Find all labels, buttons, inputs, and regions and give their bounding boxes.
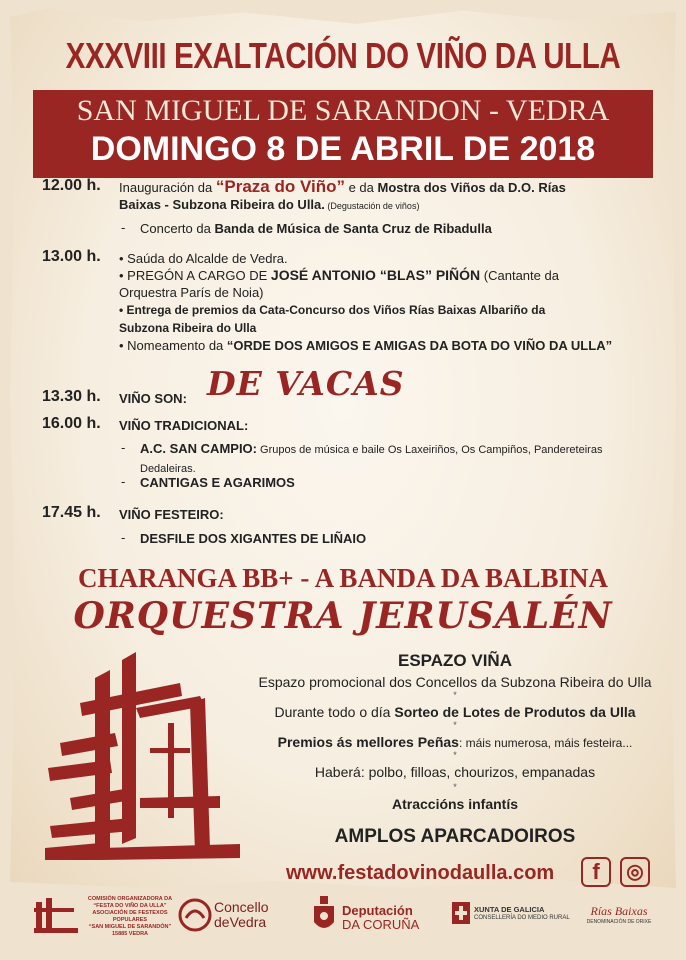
san-campio: A.C. SAN CAMPIO: [140, 441, 257, 456]
text: Durante todo o día [274, 704, 395, 720]
cata-line: • Entrega de premios da Cata-Concurso dos Viños Rías Baixas Albariño da [119, 303, 546, 317]
premios-desc: : máis numerosa, máis festeira... [458, 736, 633, 750]
espazo-line-5: Atraccións infantís [391, 796, 519, 812]
xunta-line: CONSELLERÍA DO MEDIO RURAL [474, 915, 570, 921]
dash: - [121, 530, 126, 545]
sorteo: Sorteo de Lotes de Produtos da Ulla [394, 704, 636, 720]
espazo-line-2 [243, 704, 667, 720]
band-de-vacas: DE VACAS [207, 364, 405, 403]
footer-logos [0, 890, 686, 960]
text: Concerto da [140, 221, 215, 236]
instagram-icon[interactable]: ◎ [620, 857, 650, 887]
desfile-line: DESFILE DOS XIGANTES DE LIÑAIO [140, 531, 367, 546]
banda-musica: Banda de Música de Santa Cruz de Ribadulla [214, 221, 492, 236]
rias-baixas-logo [574, 904, 664, 925]
time-1330: 13.30 h. [42, 388, 101, 405]
concello-logo-icon [178, 898, 212, 932]
xunta-line: XUNTA DE GALICIA [474, 905, 545, 914]
premios: Premios ás mellores Peñas [277, 734, 459, 750]
san-campio-desc-2: Dedaleiras. [140, 463, 196, 475]
banner-date: DOMINGO 8 DE ABRIL DE 2018 [90, 130, 596, 168]
date-banner [33, 90, 653, 178]
dash: - [121, 220, 126, 235]
xunta-text [474, 905, 570, 923]
xunta-logo-icon [452, 902, 470, 924]
separator-star: * [453, 720, 457, 730]
espazo-line-1: Espazo promocional dos Concellos da Subzona Ribeira do Ulla [258, 674, 652, 690]
concello-text [214, 900, 268, 930]
wine-press-illustration [40, 648, 250, 863]
praza-do-vino: “Praza do Viño” [215, 177, 345, 196]
concello-line: Concello [214, 899, 269, 915]
text: e da [344, 180, 378, 195]
deputacion-crest-icon [310, 894, 338, 936]
pregon-note: (Cantante da [480, 268, 559, 283]
pregon-name: JOSÉ ANTONIO “BLAS” PIÑÓN [270, 267, 481, 283]
rias-line: Rías Baixas [590, 904, 648, 918]
time-1745: 17.45 h. [42, 504, 101, 521]
organizer-text [80, 896, 180, 938]
dash: - [121, 474, 126, 489]
dep-line: DA CORUÑA [342, 917, 420, 932]
concerto-line [140, 220, 680, 237]
website-link[interactable]: www.festadovinodaulla.com [286, 862, 555, 884]
time-1600: 16.00 h. [42, 415, 101, 432]
rias-line: DENOMINACIÓN DE ORIXE [586, 919, 652, 925]
banner-location: SAN MIGUEL DE SARANDON - VEDRA [76, 94, 610, 127]
separator-star: * [453, 690, 457, 700]
concello-line: deVedra [214, 914, 267, 930]
espazo-line-3 [243, 734, 667, 750]
san-campio-line [140, 440, 650, 478]
org-line: ASOCIACIÓN DE FESTEXOS POPULARES [92, 910, 168, 923]
nomeamento-label: • Nomeamento da [119, 338, 227, 353]
charanga-line: CHARANGA BB+ - A BANDA DA BALBINA [78, 563, 608, 593]
time-1200: 12.00 h. [42, 177, 101, 194]
espazo-line-4: Haberá: polbo, filloas, chourizos, empanadas [314, 764, 596, 780]
pregon-label: • PREGÓN A CARGO DE [119, 268, 271, 283]
orde-name: “ORDE DOS AMIGOS E AMIGAS DA BOTA DO VIÑO DA ULLA” [226, 338, 613, 353]
schedule-1200-text [119, 178, 659, 215]
page-title: XXXVIII EXALTACIÓN DO VIÑO DA ULLA [65, 35, 621, 76]
vino-tradicional-label: VIÑO TRADICIONAL: [119, 418, 249, 433]
separator-star: * [453, 750, 457, 760]
cata-line-2: Subzona Ribeira do Ulla [119, 321, 257, 335]
dep-line: Deputación [342, 903, 413, 918]
org-line: 15885 VEDRA [111, 931, 149, 937]
text: Inauguración da [119, 180, 216, 195]
san-campio-desc: Grupos de música e baile Os Laxeiriños, Os Campiños, Pandereteiras [257, 444, 603, 456]
org-line: “SAN MIGUEL DE SARANDÓN” [88, 924, 172, 930]
organizer-logo-icon [32, 896, 80, 936]
time-1300: 13.00 h. [42, 248, 101, 265]
org-line: COMISIÓN ORGANIZADORA DA [87, 896, 173, 902]
org-line: “FESTA DO VIÑO DA ULLA” [93, 903, 167, 909]
mostra-vinos-2: Baixas - Subzona Ribeira do Ulla. [119, 197, 325, 212]
degustacion-note: (Degustación de viños) [324, 201, 420, 211]
sauda-line: • Saúda do Alcalde de Vedra. [119, 251, 288, 266]
orquestra-line: ORQUESTRA JERUSALÉN [73, 595, 613, 637]
schedule-1300-text [119, 250, 659, 354]
espazo-line-6: AMPLOS APARCADOIROS [334, 826, 576, 847]
pregon-note-2: Orquestra París de Noia) [119, 285, 264, 300]
vino-festeiro-label: VIÑO FESTEIRO: [119, 507, 224, 522]
dash: - [121, 440, 126, 455]
facebook-icon[interactable]: f [581, 857, 611, 887]
separator-star: * [453, 782, 457, 792]
cantigas-line: CANTIGAS E AGARIMOS [140, 475, 295, 490]
mostra-vinos: Mostra dos Viños da D.O. Rías [377, 180, 566, 195]
vino-son-label: VIÑO SON: [119, 391, 187, 406]
deputacion-text [342, 904, 419, 932]
espazo-title: ESPAZO VIÑA [398, 651, 512, 670]
